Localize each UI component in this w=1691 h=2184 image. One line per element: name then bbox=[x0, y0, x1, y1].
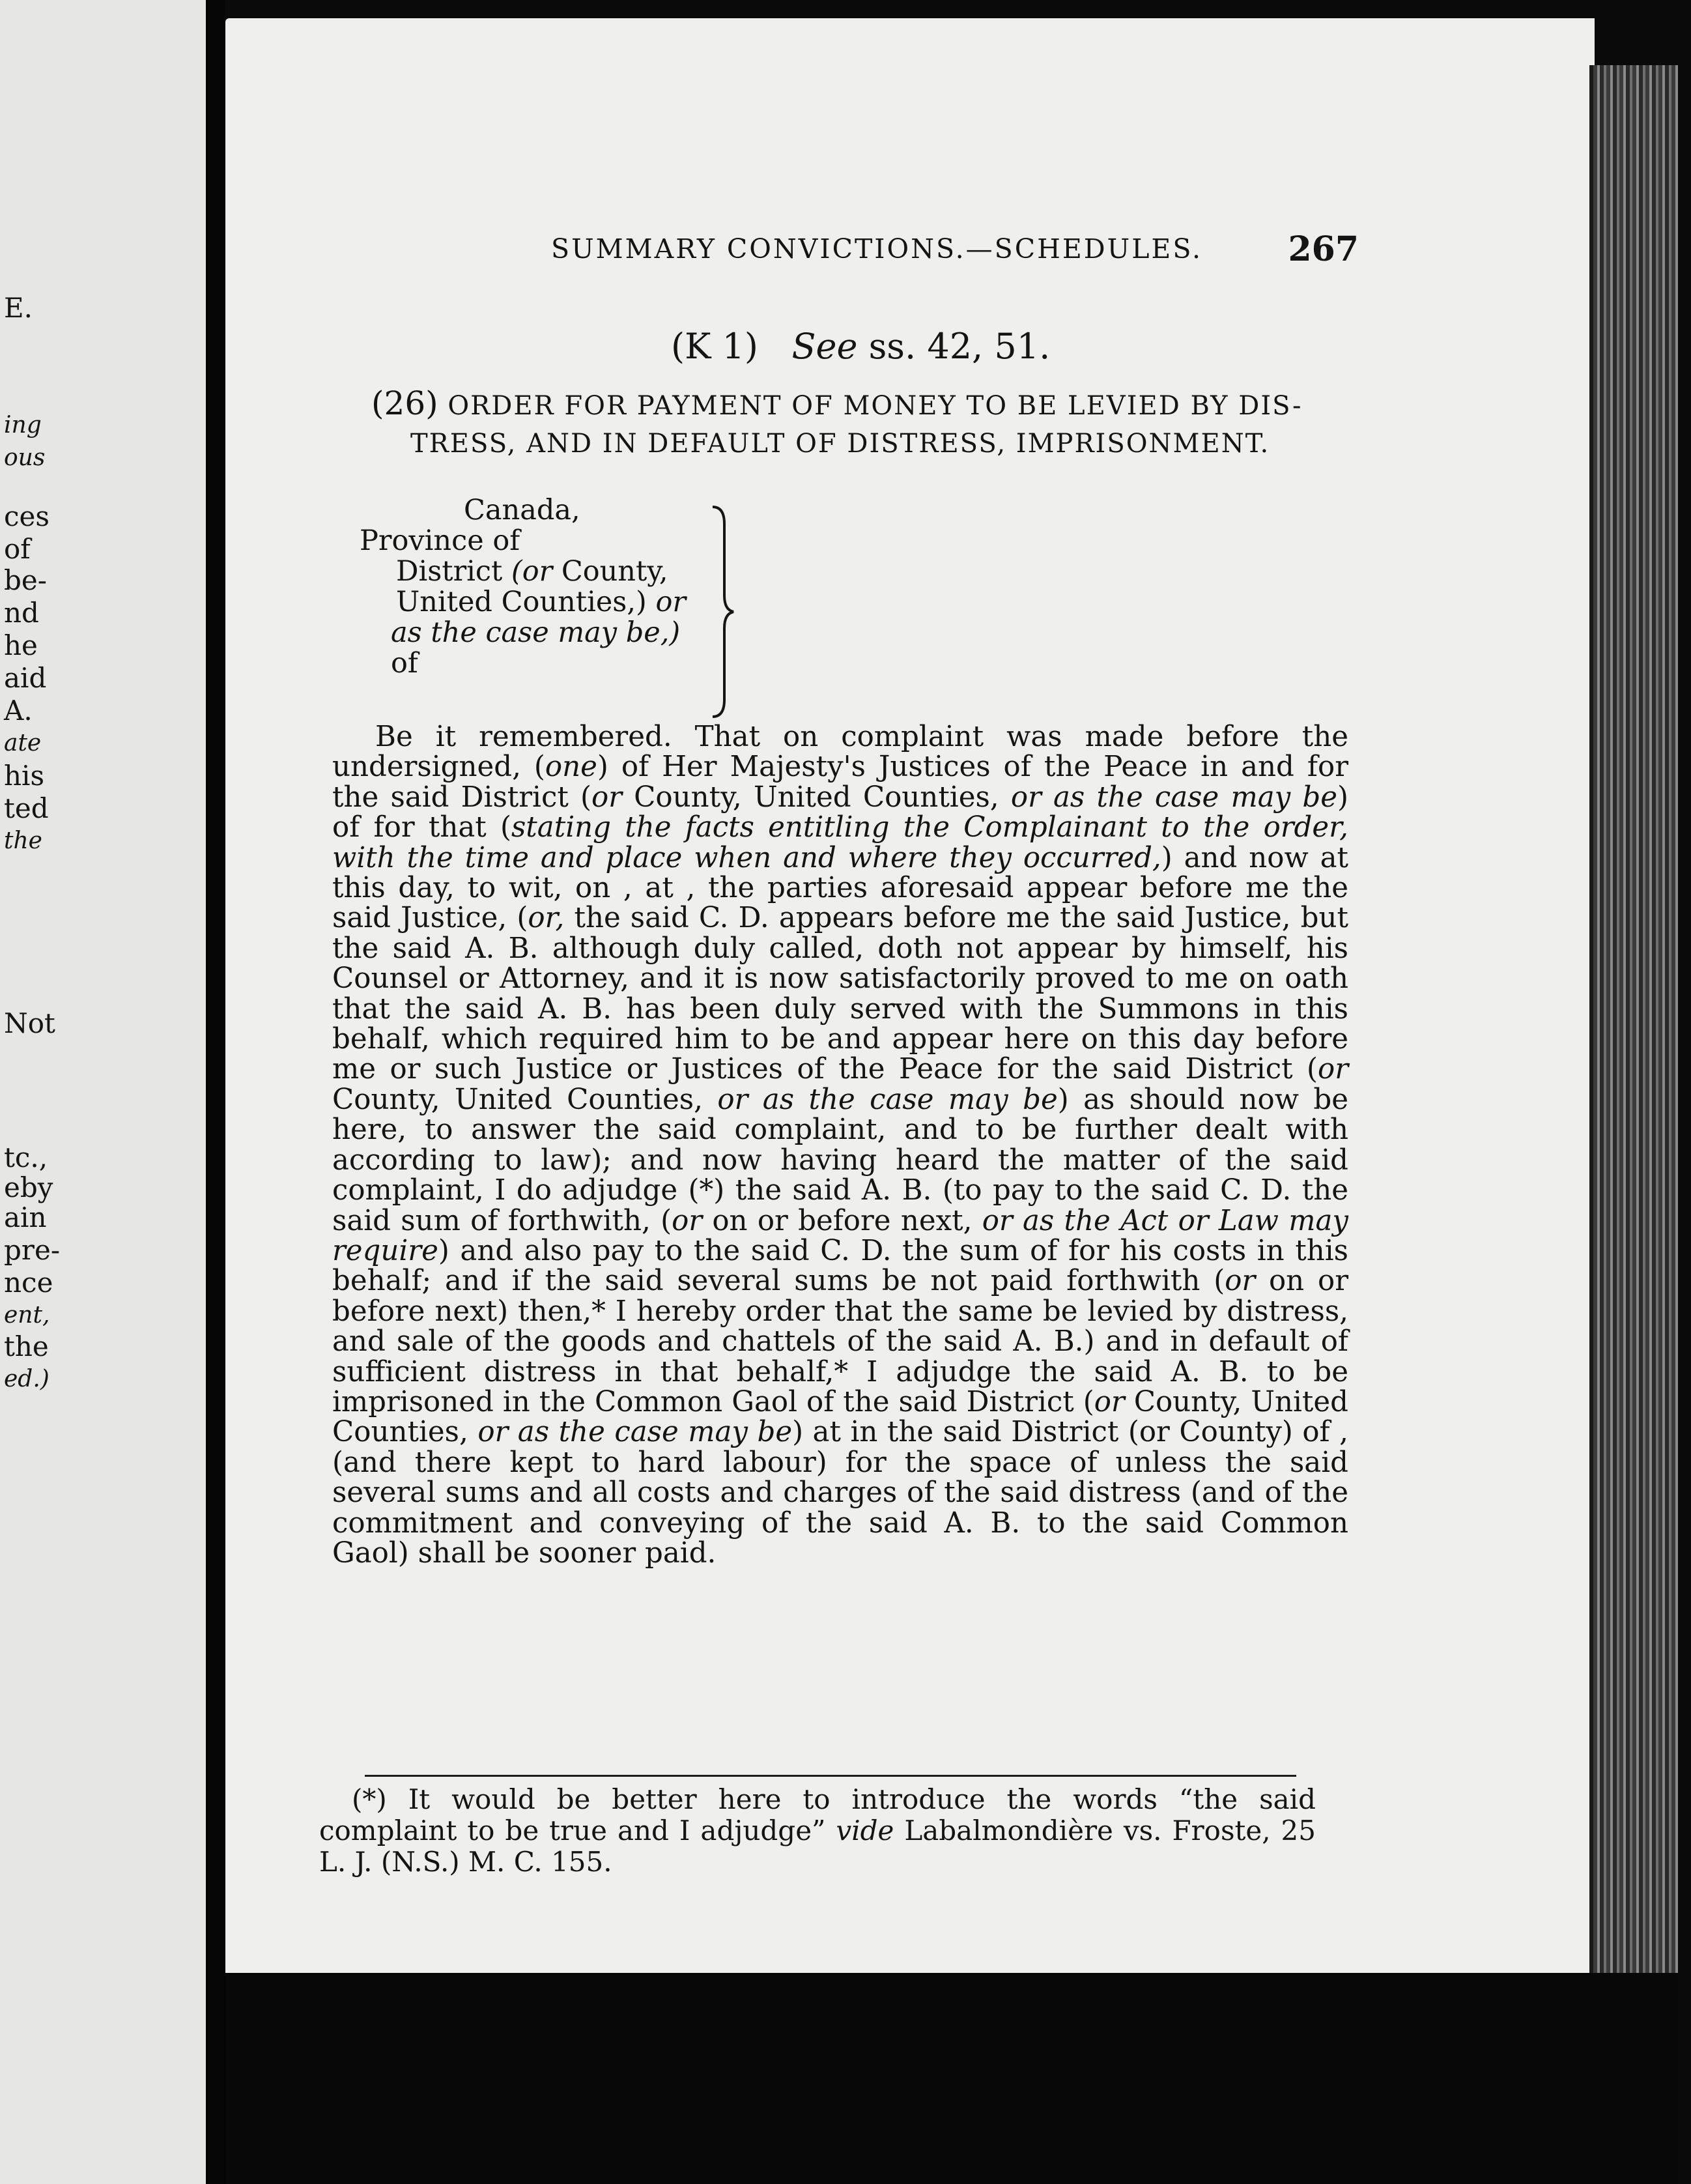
left-page-text bbox=[0, 0, 206, 2184]
venue-text: or bbox=[655, 586, 686, 618]
left-page-line: ain bbox=[4, 1201, 47, 1233]
page-edges bbox=[1589, 65, 1678, 1994]
left-page-line: E. bbox=[4, 292, 33, 324]
body-paragraph: Be it remembered. That on complaint was made before the undersigned, (one) of Her Majesty's Justices of the Peace in and for the said District (or County, United Counties, or as the case may be) of for that (stating the facts entitling the Complainant to the order, with the time and place when and where they occurred,) and now at this day, to wit, on , at , the parties aforesaid appear before me the said Justice, (or, the said C. D. appears before me the said Justice, but the said A. B. although duly called, doth not appear by himself, his Counsel or Attorney, and it is now satisfactorily proved to me on oath that the said A. B. has been duly served with the Summons in this behalf, which required him to be and appear here on this day before me or such Justice or Justices of the Peace for the said District (or County, United Counties, or as the case may be) as should now be here, to answer the said complaint, and to be further dealt with according to law); and now having heard the matter of the said complaint, I do adjudge (*) the said A. B. (to pay to the said C. D. the said sum of forthwith, (or on or before next, or as the Act or Law may require) and also pay to the said C. D. the sum of for his costs in this behalf; and if the said several sums be not paid forthwith (or on or before next) then,* I hereby order that the same be levied by distress, and sale of the goods and chattels of the said A. B.) and in default of sufficient distress in that behalf,* I adjudge the said A. B. to be imprisoned in the Common Gaol of the said District (or County, United Counties, or as the case may be) at in the said District (or County) of , (and there kept to hard labour) for the space of unless the said several sums and all costs and charges of the said distress (and of the commitment and conveying of the said A. B. to the said Common Gaol) shall be sooner paid. bbox=[332, 721, 1349, 1570]
left-page-line: eby bbox=[4, 1171, 53, 1203]
footnote bbox=[319, 1784, 1316, 1878]
left-page-line: pre- bbox=[4, 1234, 61, 1266]
footnote-rule bbox=[365, 1775, 1296, 1777]
venue-line: as the case may be,) bbox=[391, 616, 681, 649]
form-reference bbox=[671, 326, 1127, 367]
form-number: (26) bbox=[371, 384, 438, 422]
venue-line: Canada, bbox=[464, 494, 580, 526]
left-page-line: he bbox=[4, 629, 38, 661]
venue-line: of bbox=[391, 647, 418, 680]
book-gutter bbox=[206, 0, 225, 2184]
venue-line bbox=[360, 587, 750, 618]
left-page-line: nd bbox=[4, 597, 39, 629]
left-page-line: his bbox=[4, 760, 45, 792]
venue-text: United Counties,) bbox=[396, 586, 656, 618]
page-number: 267 bbox=[1288, 229, 1359, 269]
section-refs: ss. 42, 51. bbox=[868, 326, 1051, 367]
running-title: SUMMARY CONVICTIONS.—SCHEDULES. bbox=[551, 233, 1203, 265]
form-title bbox=[371, 384, 1348, 463]
form-body bbox=[332, 722, 1348, 1568]
curly-brace-icon bbox=[710, 504, 736, 719]
left-page-line: of bbox=[4, 533, 31, 565]
left-page-line: nce bbox=[4, 1267, 53, 1299]
see-word: See bbox=[791, 326, 858, 367]
venue-text: County, bbox=[552, 555, 668, 588]
venue-line bbox=[360, 556, 750, 587]
left-page-line: aid bbox=[4, 662, 47, 694]
left-page-line: ces bbox=[4, 500, 50, 532]
footnote-text: (*) It would be better here to introduce the words “the said complaint to be true and I adjudge” vide Labalmondière vs. Froste, 25 L. J. (N.S.) M. C. 155. bbox=[319, 1783, 1316, 1878]
venue-text: District bbox=[396, 555, 511, 588]
left-page-line: A. bbox=[4, 695, 33, 726]
form-label: (K 1) bbox=[671, 326, 758, 367]
running-header bbox=[551, 229, 1359, 272]
left-page-line: the bbox=[4, 1330, 49, 1362]
left-page-line: ing bbox=[4, 412, 42, 438]
venue-block bbox=[360, 495, 750, 679]
page-shadow bbox=[225, 1973, 1678, 2184]
left-page-line: ate bbox=[4, 730, 42, 756]
left-page-line: Not bbox=[4, 1007, 55, 1039]
left-page-line: ent, bbox=[4, 1302, 50, 1329]
left-page-line: the bbox=[4, 827, 42, 854]
form-title-line2: TRESS, AND IN DEFAULT OF DISTRESS, IMPRISONMENT. bbox=[410, 429, 1270, 459]
form-title-line1: ORDER FOR PAYMENT OF MONEY TO BE LEVIED BY DIS- bbox=[448, 391, 1303, 421]
left-page-line: tc., bbox=[4, 1142, 48, 1173]
left-page-line: ted bbox=[4, 792, 49, 824]
venue-text: (or bbox=[511, 555, 553, 588]
left-page-line: ous bbox=[4, 444, 46, 471]
venue-line: Province of bbox=[360, 524, 520, 557]
left-page-line: be- bbox=[4, 564, 47, 596]
left-page-line: ed.) bbox=[4, 1366, 50, 1392]
